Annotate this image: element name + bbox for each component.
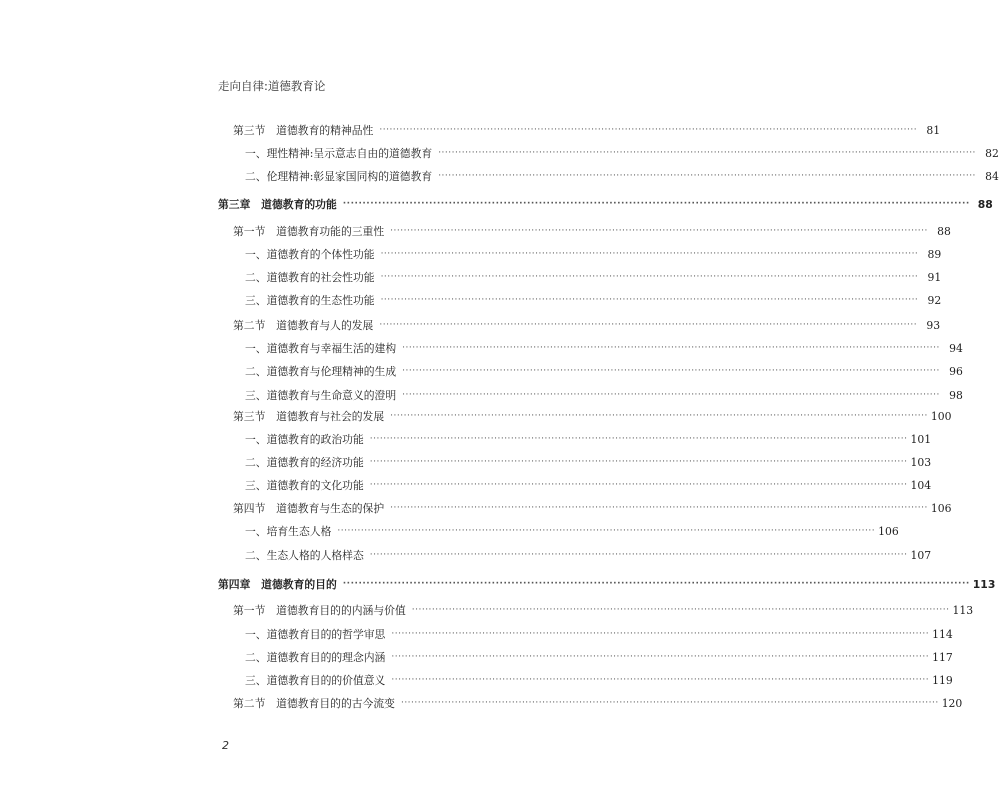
toc-entry-label: 二、伦理精神:彰显家国同构的道德教育 [245,169,433,183]
toc-item-entry [245,144,999,162]
toc-item-entry [245,648,953,666]
toc-leader-dots: ································································································································································ [400,698,939,708]
toc-section-entry [233,222,951,240]
toc-entry-page: 117 [932,650,953,664]
toc-leader-dots: ································································································································································ [390,411,928,421]
toc-entry-page: 106 [878,524,899,538]
toc-entry-label: 第三章 道德教育的功能 [218,197,337,211]
toc-leader-dots: ································································································································································ [369,480,908,490]
toc-entry-label: 一、理性精神:呈示意志自由的道德教育 [245,146,433,160]
toc-entry-label: 三、道德教育的文化功能 [245,478,364,492]
toc-entry-page: 113 [972,577,996,591]
toc-leader-dots: ································································································································································ [342,199,970,209]
toc-section-entry [233,407,952,425]
toc-entry-label: 二、道德教育的经济功能 [245,455,364,469]
toc-entry-label: 第三节 道德教育的精神品性 [233,123,374,137]
toc-leader-dots: ································································································································································ [342,579,970,589]
toc-leader-dots: ································································································································································ [438,171,976,181]
toc-entry-page: 107 [910,548,932,562]
toc-entry-page: 104 [910,478,932,492]
toc-leader-dots: ································································································································································ [337,526,876,536]
toc-item-entry [245,546,932,564]
toc-leader-dots: ································································································································································ [390,503,928,513]
toc-entry-page: 81 [926,123,941,137]
toc-entry-page: 88 [937,224,951,238]
toc-item-entry [245,671,953,689]
toc-leader-dots: ································································································································································ [411,605,950,615]
toc-item-entry [245,386,963,404]
toc-leader-dots: ································································································································································ [379,125,918,135]
toc-item-entry [245,453,932,471]
toc-entry-page: 92 [927,293,942,307]
running-header: 走向自律:道德教育论 [218,79,326,93]
toc-entry-label: 第二节 道德教育目的的古今流变 [233,696,395,710]
page-number: 2 [222,739,229,752]
toc-entry-page: 119 [932,673,953,687]
toc-entry-page: 93 [926,318,941,332]
toc-entry-page: 91 [927,270,942,284]
toc-leader-dots: ································································································································································ [390,226,928,236]
toc-chapter-entry [218,575,996,593]
toc-entry-label: 第四章 道德教育的目的 [218,577,337,591]
toc-entry-label: 第二节 道德教育与人的发展 [233,318,374,332]
toc-entry-page: 88 [977,197,993,211]
toc-item-entry [245,625,953,643]
toc-entry-label: 一、道德教育目的的哲学审思 [245,627,386,641]
toc-entry-label: 二、生态人格的人格样态 [245,548,364,562]
toc-leader-dots: ································································································································································ [391,675,930,685]
toc-item-entry [245,167,999,185]
toc-leader-dots: ································································································································································ [380,295,919,305]
toc-entry-label: 第一节 道德教育目的的内涵与价值 [233,603,406,617]
toc-entry-label: 二、道德教育目的的理念内涵 [245,650,386,664]
toc-entry-page: 103 [910,455,932,469]
toc-entry-label: 一、道德教育的政治功能 [245,432,364,446]
toc-entry-page: 114 [932,627,953,641]
toc-leader-dots: ································································································································································ [380,272,919,282]
toc-leader-dots: ································································································································································ [369,550,908,560]
toc-leader-dots: ································································································································································ [402,343,940,353]
toc-entry-page: 100 [930,409,952,423]
toc-entry-page: 96 [949,364,963,378]
toc-entry-label: 二、道德教育的社会性功能 [245,270,375,284]
toc-item-entry [245,268,942,286]
toc-leader-dots: ································································································································································ [369,434,908,444]
toc-leader-dots: ································································································································································ [391,629,930,639]
toc-item-entry [245,339,963,357]
toc-entry-label: 一、道德教育与幸福生活的建构 [245,341,397,355]
toc-leader-dots: ································································································································································ [391,652,930,662]
toc-entry-label: 一、道德教育的个体性功能 [245,247,375,261]
toc-entry-page: 82 [985,146,999,160]
toc-section-entry [233,694,963,712]
toc-entry-page: 120 [941,696,963,710]
toc-item-entry [245,362,963,380]
toc-section-entry [233,499,952,517]
toc-leader-dots: ································································································································································ [379,320,918,330]
toc-entry-label: 三、道德教育的生态性功能 [245,293,375,307]
toc-section-entry [233,601,974,619]
toc-entry-label: 三、道德教育目的的价值意义 [245,673,386,687]
toc-entry-page: 89 [927,247,942,261]
toc-entry-label: 第四节 道德教育与生态的保护 [233,501,385,515]
toc-entry-label: 第一节 道德教育功能的三重性 [233,224,385,238]
toc-entry-page: 84 [985,169,999,183]
toc-item-entry [245,245,942,263]
toc-item-entry [245,476,932,494]
toc-item-entry [245,522,899,540]
toc-chapter-entry [218,195,993,213]
toc-leader-dots: ································································································································································ [402,390,940,400]
toc-leader-dots: ································································································································································ [402,366,940,376]
toc-leader-dots: ································································································································································ [369,457,908,467]
toc-section-entry [233,121,941,139]
toc-entry-page: 101 [910,432,932,446]
toc-leader-dots: ································································································································································ [438,148,976,158]
toc-entry-label: 第三节 道德教育与社会的发展 [233,409,385,423]
toc-entry-label: 二、道德教育与伦理精神的生成 [245,364,397,378]
toc-item-entry [245,430,932,448]
toc-item-entry [245,291,942,309]
toc-entry-page: 106 [930,501,952,515]
toc-entry-page: 94 [949,341,963,355]
toc-entry-label: 一、培育生态人格 [245,524,332,538]
toc-section-entry [233,316,941,334]
toc-entry-page: 113 [952,603,974,617]
toc-entry-page: 98 [949,388,963,402]
toc-leader-dots: ································································································································································ [380,249,919,259]
toc-entry-label: 三、道德教育与生命意义的澄明 [245,388,397,402]
